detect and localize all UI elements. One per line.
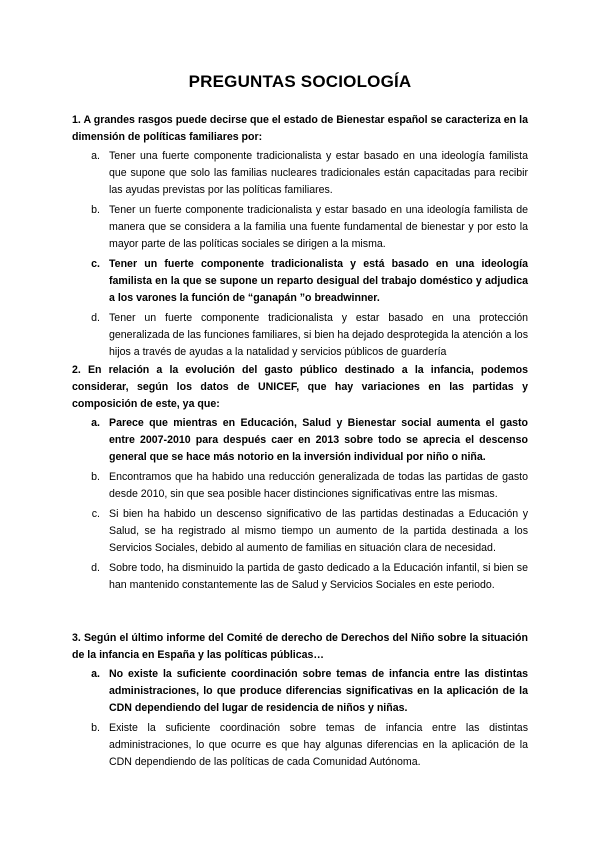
option-letter: a. (91, 417, 100, 429)
option-text: Parece que mientras en Educación, Salud y Bienestar social aumenta el gasto entre 2007-2010 para después caer en 2013 sobre todo se aprecia el descenso general que se hace más notorio en la inversión individual por niño o niña. (109, 417, 528, 463)
option-letter: b. (91, 722, 100, 734)
option-text: Existe la suficiente coordinación sobre temas de infancia entre las distintas administraciones, lo que ocurre es que hay algunas diferencias en la aplicación de la CDN dependiendo de las políticas de cada Comunidad Autónoma. (109, 722, 528, 768)
answer-option-a (72, 415, 528, 466)
question-3 (72, 630, 528, 774)
answer-option-c (72, 506, 528, 557)
answer-options (72, 415, 528, 594)
answer-options (72, 666, 528, 771)
question-1 (72, 112, 528, 364)
answer-option-b (72, 469, 528, 503)
answer-option-b (72, 202, 528, 253)
answer-option-a (72, 148, 528, 199)
option-letter: c. (91, 508, 100, 520)
question-text: 1. A grandes rasgos puede decirse que el estado de Bienestar español se caracteriza en la dimensión de políticas familiares por: (72, 114, 528, 143)
answer-option-a (72, 666, 528, 717)
question-2 (72, 362, 528, 597)
option-letter: c. (91, 258, 100, 270)
option-letter: d. (91, 312, 100, 324)
option-text: Si bien ha habido un descenso significativo de las partidas destinadas a Educación y Salud, se ha registrado al mismo tiempo un aumento de la partida destinada a los Servicios Sociales, debido al aumento de familias en situación clara de necesidad. (109, 508, 528, 554)
option-text: Encontramos que ha habido una reducción generalizada de todas las partidas de gasto desde 2010, sin que sea posible hacer distinciones significativas entre las mismas. (109, 471, 528, 500)
option-text: Tener una fuerte componente tradicionalista y estar basado en una ideología familista que supone que solo las familias nucleares tradicionales están capacitadas para recibir las ayudas previstas por las políticas familiares. (109, 150, 528, 196)
answer-option-d (72, 560, 528, 594)
option-text: No existe la suficiente coordinación sobre temas de infancia entre las distintas administraciones, lo que produce diferencias significativas en la aplicación de la CDN dependiendo del lugar de residencia de niños y niñas. (109, 668, 528, 714)
option-letter: a. (91, 150, 100, 162)
option-text: Tener un fuerte componente tradicionalista y estar basado en una ideología familista de manera que se considera a la familia una fuente fundamental de bienestar y por esto la mayor parte de las políticas sociales se dirigen a la misma. (109, 204, 528, 250)
answer-option-d (72, 310, 528, 361)
option-letter: b. (91, 204, 100, 216)
option-text: Sobre todo, ha disminuido la partida de gasto dedicado a la Educación infantil, si bien se han mantenido constantemente las de Salud y Servicios Sociales en este periodo. (109, 562, 528, 591)
option-letter: a. (91, 668, 100, 680)
option-text: Tener un fuerte componente tradicionalista y estar basado en una protección generalizada de las funciones familiares, si bien ha dejado desprotegida la atención a los hijos a través de ayudas a la natalidad y servicios públicos de guardería (109, 312, 528, 358)
answer-option-c (72, 256, 528, 307)
question-text: 2. En relación a la evolución del gasto público destinado a la infancia, podemos considerar, según los datos de UNICEF, que hay variaciones en las partidas y composición de este, ya que: (72, 364, 528, 410)
answer-options (72, 148, 528, 361)
answer-option-b (72, 720, 528, 771)
question-text: 3. Según el último informe del Comité de derecho de Derechos del Niño sobre la situación de la infancia en España y las políticas públicas… (72, 632, 528, 661)
option-text: Tener un fuerte componente tradicionalista y está basado en una ideología familista en la que se supone un reparto desigual del trabajo doméstico y adjudica a los varones la función de “ganapán ”o breadwinner. (109, 258, 528, 304)
option-letter: b. (91, 471, 100, 483)
option-letter: d. (91, 562, 100, 574)
page-title: PREGUNTAS SOCIOLOGÍA (188, 72, 412, 91)
